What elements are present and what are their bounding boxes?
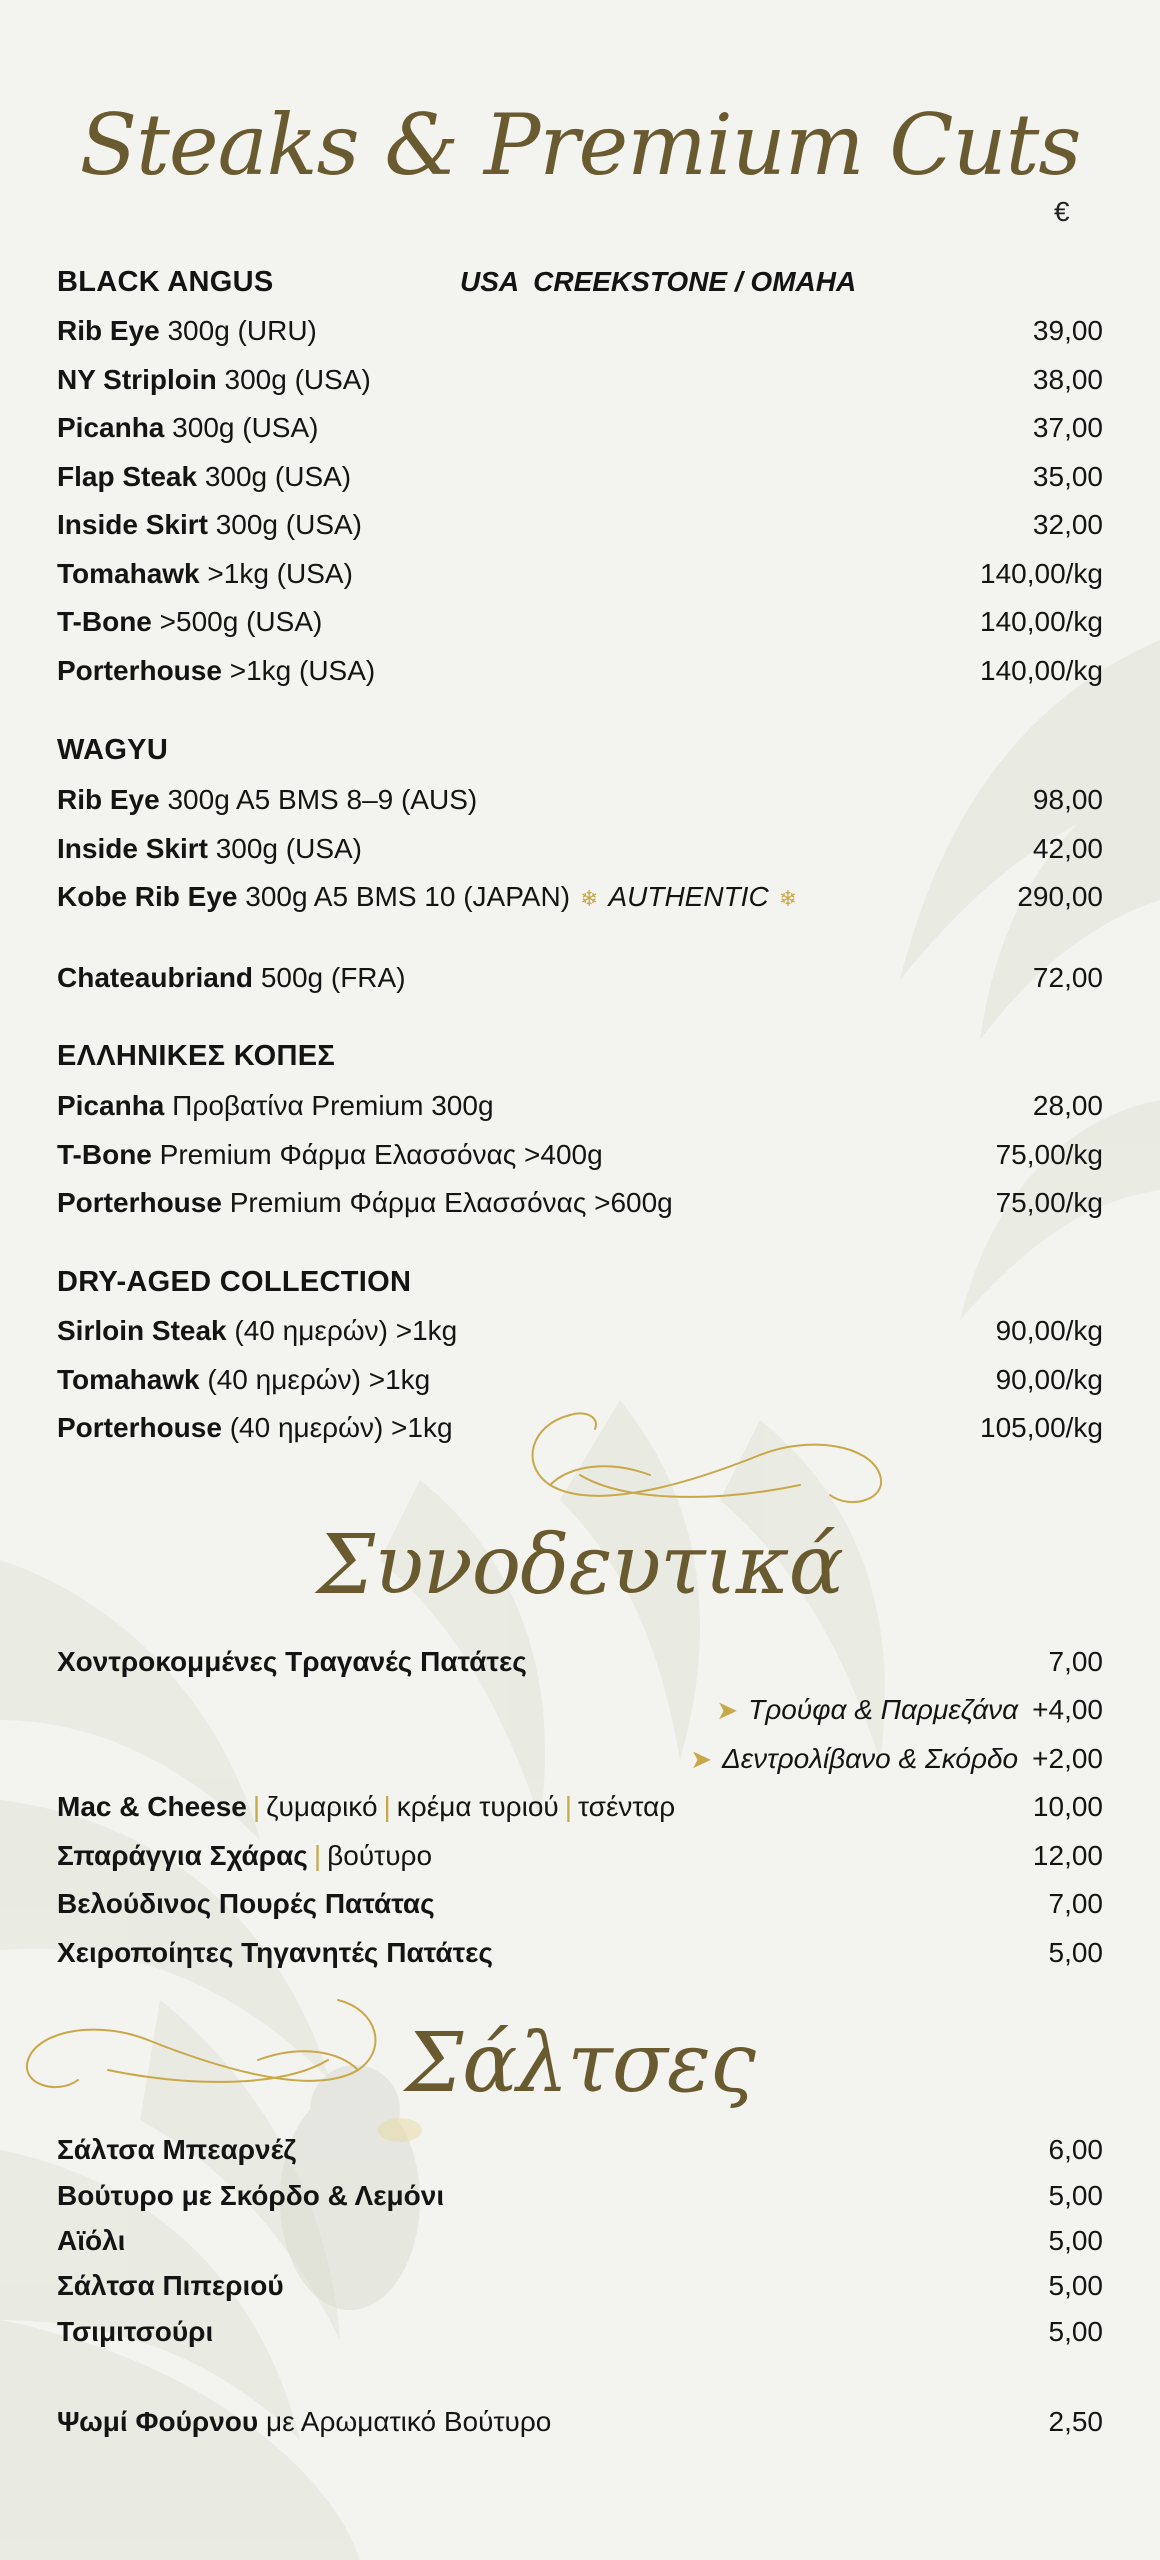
menu-item: Σάλτσα Μπεαρνέζ 6,00 [57, 2134, 1103, 2165]
menu-item: Tomahawk (40 ημερών) >1kg 90,00/kg [57, 1364, 1103, 1395]
item-price: 5,00 [1048, 2270, 1103, 2301]
item-price: 5,00 [1048, 2225, 1103, 2256]
menu-item: Porterhouse (40 ημερών) >1kg 105,00/kg [57, 1412, 1103, 1443]
menu-item: Porterhouse >1kg (USA) 140,00/kg [57, 655, 1103, 686]
menu-item: Ψωμί Φούρνου με Αρωματικό Βούτυρο 2,50 [57, 2406, 1103, 2437]
gold-flourish-icon [18, 1990, 398, 2100]
gold-flourish-icon [510, 1405, 890, 1515]
menu-item: Αϊόλι 5,00 [57, 2225, 1103, 2256]
menu-item: Χειροποίητες Τηγανητές Πατάτες 5,00 [57, 1937, 1103, 1968]
item-price: 32,00 [1032, 509, 1103, 540]
item-price: 105,00/kg [980, 1412, 1103, 1443]
menu-item: Tomahawk >1kg (USA) 140,00/kg [57, 558, 1103, 589]
wagyu-heading: WAGYU [57, 734, 169, 766]
menu-item: Rib Eye 300g A5 BMS 8–9 (AUS) 98,00 [57, 784, 1103, 815]
item-price: 140,00/kg [980, 655, 1103, 686]
item-price: 12,00 [1032, 1840, 1103, 1871]
menu-item: Sirloin Steak (40 ημερών) >1kg 90,00/kg [57, 1315, 1103, 1346]
item-price: 38,00 [1032, 364, 1103, 395]
black-angus-origin: USA CREEKSTONE / OMAHA [460, 266, 857, 297]
currency-label: € [1054, 196, 1070, 227]
item-price: 7,00 [1048, 1888, 1103, 1919]
menu-item: Chateaubriand 500g (FRA) 72,00 [57, 962, 1103, 993]
black-angus-header [57, 266, 1103, 306]
menu-item: T-Bone >500g (USA) 140,00/kg [57, 606, 1103, 637]
side-option: ➤ Δεντρολίβανο & Σκόρδο +2,00 [690, 1743, 1103, 1774]
menu-item: T-Bone Premium Φάρμα Ελασσόνας >400g 75,00/kg [57, 1139, 1103, 1170]
menu-item: Flap Steak 300g (USA) 35,00 [57, 461, 1103, 492]
menu-item: Σπαράγγια Σχάρας | βούτυρο 12,00 [57, 1840, 1103, 1871]
menu-item: Σάλτσα Πιπεριού 5,00 [57, 2270, 1103, 2301]
item-price: 90,00/kg [995, 1315, 1103, 1346]
dry-aged-header [57, 1266, 1103, 1306]
menu-item: Porterhouse Premium Φάρμα Ελασσόνας >600g 75,00/kg [57, 1187, 1103, 1218]
greek-cuts-heading: ΕΛΛΗΝΙΚΕΣ ΚΟΠΕΣ [57, 1040, 336, 1072]
item-price: 140,00/kg [980, 606, 1103, 637]
item-price: 7,00 [1048, 1646, 1103, 1677]
menu-item: Χοντροκομμένες Τραγανές Πατάτες 7,00 [57, 1646, 1103, 1677]
item-price: 5,00 [1048, 1937, 1103, 1968]
item-price: 5,00 [1048, 2316, 1103, 2347]
menu-item: Picanha Προβατίνα Premium 300g 28,00 [57, 1090, 1103, 1121]
menu-item: Picanha 300g (USA) 37,00 [57, 412, 1103, 443]
item-price: +2,00 [1032, 1743, 1103, 1774]
sauces-title: Σάλτσες [405, 2016, 755, 2111]
menu-item: NY Striploin 300g (USA) 38,00 [57, 364, 1103, 395]
sides-title: Συνοδευτικά [317, 1518, 843, 1613]
item-price: 75,00/kg [995, 1139, 1103, 1170]
item-price: 10,00 [1032, 1791, 1103, 1822]
star-icon: ❄ [778, 886, 798, 911]
side-option: ➤ Τρούφα & Παρμεζάνα +4,00 [716, 1694, 1103, 1725]
menu-item: Kobe Rib Eye 300g A5 BMS 10 (JAPAN) ❄ AUTHENTIC ❄ 290,00 [57, 881, 1103, 912]
menu-item: Rib Eye 300g (URU) 39,00 [57, 315, 1103, 346]
greek-cuts-header [57, 1040, 1103, 1080]
item-price: 42,00 [1032, 833, 1103, 864]
item-price: +4,00 [1032, 1694, 1103, 1725]
menu-item: Mac & Cheese | ζυμαρικό | κρέμα τυριού | τσένταρ 10,00 [57, 1791, 1103, 1822]
dry-aged-heading: DRY-AGED COLLECTION [57, 1266, 412, 1298]
menu-item: Βελούδινος Πουρές Πατάτας 7,00 [57, 1888, 1103, 1919]
item-price: 290,00 [1017, 881, 1103, 912]
authentic-tag: AUTHENTIC [608, 881, 769, 912]
black-angus-heading: BLACK ANGUS [57, 266, 274, 298]
item-price: 98,00 [1032, 784, 1103, 815]
item-price: 28,00 [1032, 1090, 1103, 1121]
star-icon: ❄ [580, 886, 599, 911]
wagyu-header [57, 734, 1103, 774]
item-price: 2,50 [1048, 2406, 1103, 2437]
arrow-icon: ➤ [716, 1695, 739, 1725]
item-price: 35,00 [1032, 461, 1103, 492]
menu-item: Inside Skirt 300g (USA) 42,00 [57, 833, 1103, 864]
item-price: 5,00 [1048, 2180, 1103, 2211]
steaks-title: Steaks & Premium Cuts [79, 96, 1081, 194]
item-price: 90,00/kg [995, 1364, 1103, 1395]
item-price: 75,00/kg [995, 1187, 1103, 1218]
menu-item: Βούτυρο με Σκόρδο & Λεμόνι 5,00 [57, 2180, 1103, 2211]
item-price: 72,00 [1032, 962, 1103, 993]
item-price: 6,00 [1048, 2134, 1103, 2165]
arrow-icon: ➤ [690, 1744, 712, 1774]
item-price: 37,00 [1032, 412, 1103, 443]
menu-item: Inside Skirt 300g (USA) 32,00 [57, 509, 1103, 540]
item-price: 39,00 [1032, 315, 1103, 346]
menu-item: Τσιμιτσούρι 5,00 [57, 2316, 1103, 2347]
item-price: 140,00/kg [980, 558, 1103, 589]
